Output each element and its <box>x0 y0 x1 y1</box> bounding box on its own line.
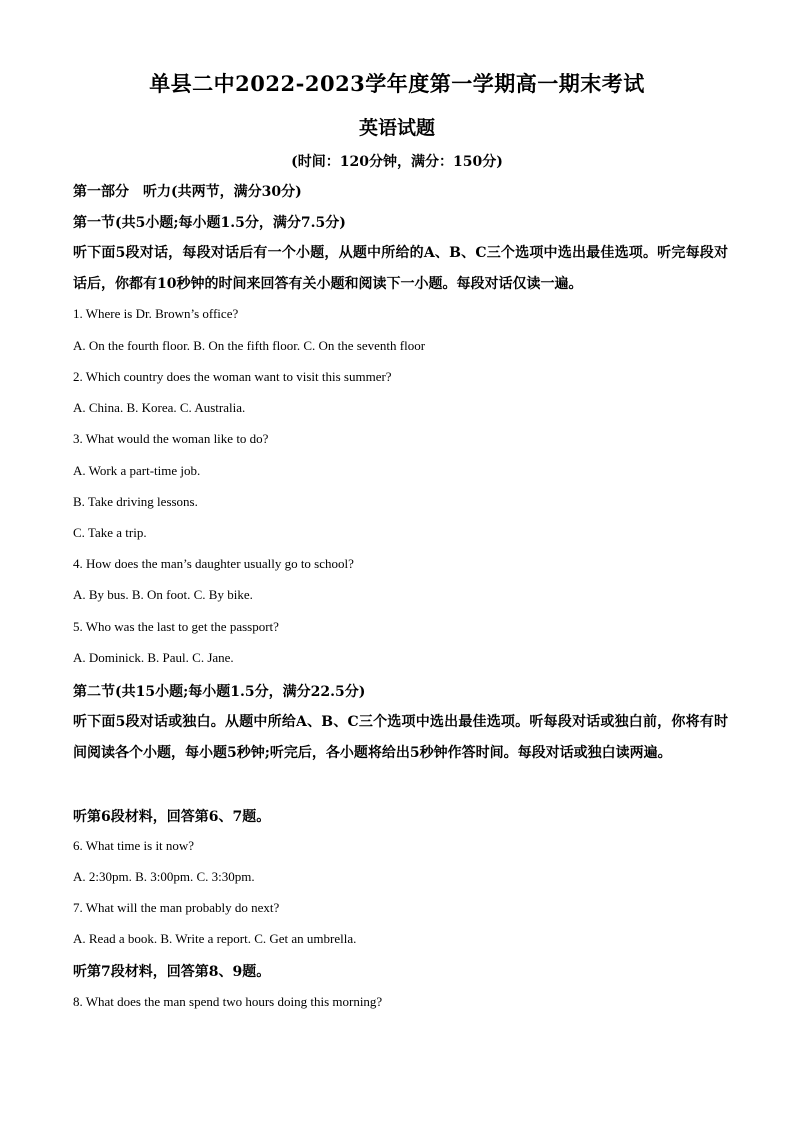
question-7: 7. What will the man probably do next? <box>73 900 280 915</box>
question-6: 6. What time is it now? <box>73 838 195 853</box>
part1-heading: 第一部分 听力(共两节，满分30分) <box>73 184 302 200</box>
question-1: 1. Where is Dr. Brown’s office? <box>73 306 239 321</box>
question-3: 3. What would the woman like to do? <box>73 431 269 446</box>
time-score-info: (时间：120分钟，满分：150分) <box>291 154 503 170</box>
question-2-options: A. China. B. Korea. C. Australia. <box>73 400 246 415</box>
question-3-option-a: A. Work a part-time job. <box>73 463 201 478</box>
material-6-heading: 听第6段材料，回答第6、7题。 <box>73 809 271 825</box>
material-7-heading: 听第7段材料，回答第8、9题。 <box>73 964 271 980</box>
section2-heading: 第二节(共15小题;每小题1.5分，满分22.5分) <box>73 684 366 700</box>
question-5: 5. Who was the last to get the passport? <box>73 619 279 634</box>
section1-heading: 第一节(共5小题;每小题1.5分，满分7.5分) <box>73 215 346 231</box>
question-6-options: A. 2:30pm. B. 3:00pm. C. 3:30pm. <box>73 869 255 884</box>
question-8: 8. What does the man spend two hours doing this morning? <box>73 994 383 1009</box>
section1-instructions: 听下面5段对话，每段对话后有一个小题，从题中所给的A、B、C三个选项中选出最佳选项。听完每段对话后，你都有10秒钟的时间来回答有关小题和阅读下一小题。每段对话仅读一遍。 <box>73 245 728 292</box>
question-4: 4. How does the man’s daughter usually go to school? <box>73 556 354 571</box>
question-1-options: A. On the fourth floor. B. On the fifth floor. C. On the seventh floor <box>73 338 426 353</box>
question-3-option-c: C. Take a trip. <box>73 525 147 540</box>
exam-title: 单县二中2022-2023学年度第一学期高一期末考试 <box>149 71 645 96</box>
question-7-options: A. Read a book. B. Write a report. C. Get an umbrella. <box>73 931 357 946</box>
question-4-options: A. By bus. B. On foot. C. By bike. <box>73 587 253 602</box>
question-3-option-b: B. Take driving lessons. <box>73 494 198 509</box>
question-5-options: A. Dominick. B. Paul. C. Jane. <box>73 650 234 665</box>
question-2: 2. Which country does the woman want to visit this summer? <box>73 369 392 384</box>
exam-subject: 英语试题 <box>358 117 435 139</box>
section2-instructions: 听下面5段对话或独白。从题中所给A、B、C三个选项中选出最佳选项。听每段对话或独白前，你将有时间阅读各个小题，每小题5秒钟;听完后，各小题将给出5秒钟作答时间。每段对话或独白读两遍。 <box>73 714 728 761</box>
